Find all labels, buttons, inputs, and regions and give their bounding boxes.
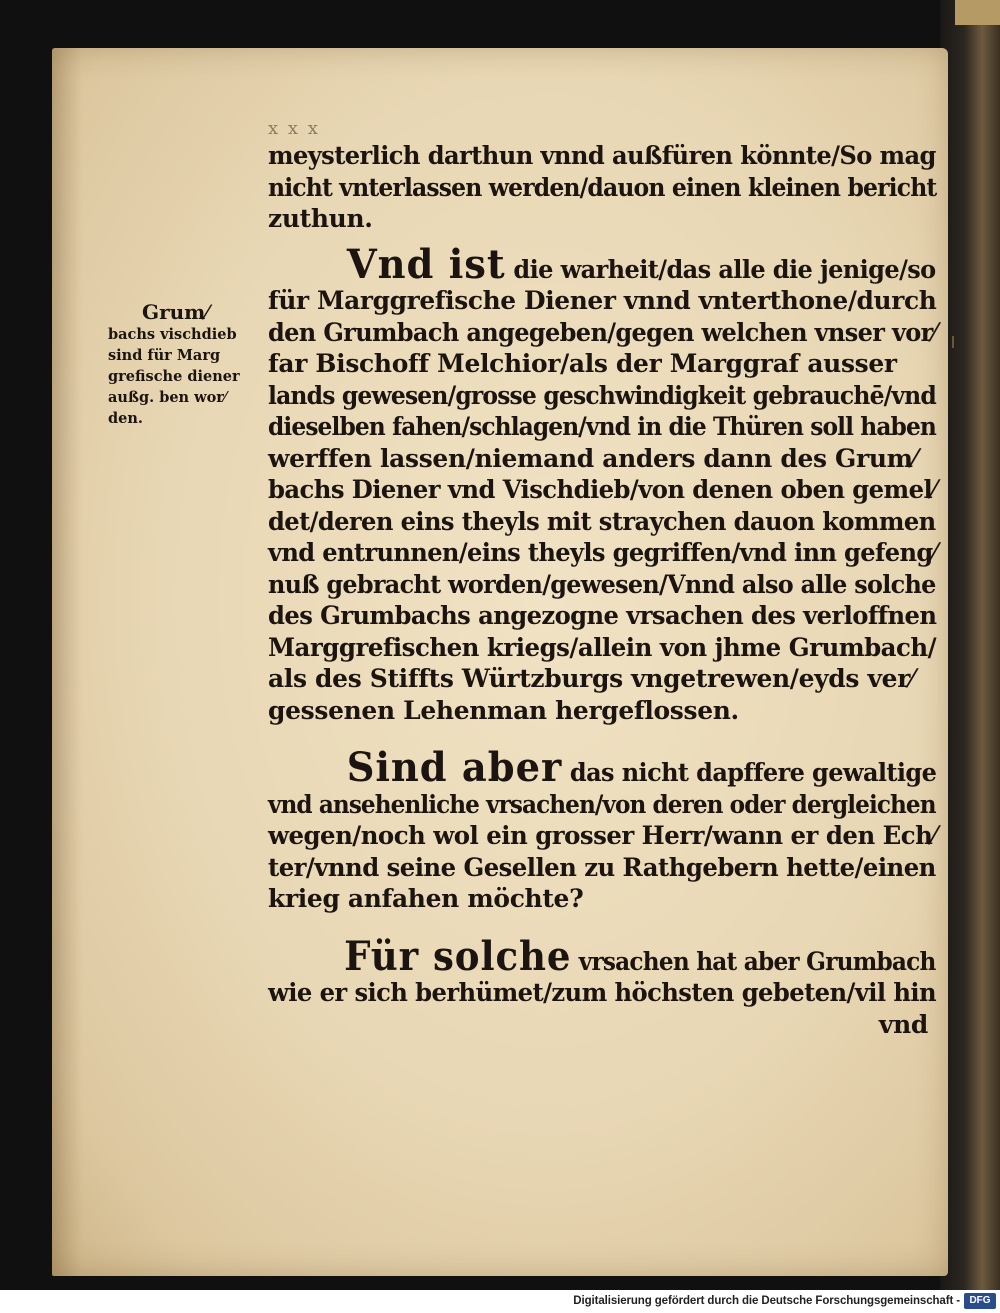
paragraph [268,932,938,1041]
text-line: vnd entrunnen/eins theyls gegriffen/vnd inn gefeng⁄ [268,538,936,567]
text-line-rest: vrsachen hat aber Grumbach [578,946,936,976]
margin-note-line: grefische diener [108,368,240,385]
text-line: zuthun. [268,204,373,233]
text-line [268,744,937,791]
dfg-logo-icon: DFG [964,1293,996,1309]
book-edge-highlight [955,0,1000,25]
text-line: krieg anfahen möchte? [268,884,584,913]
text-line [268,932,936,980]
paragraph-initial: Vnd ist [346,240,506,288]
text-line: des Grumbachs angezogne vrsachen des verloffnen [268,601,937,630]
text-line: den Grumbach angegeben/gegen welchen vnser vor⁄ [268,317,937,347]
text-line: wie er sich berhümet/zum höchsten gebeten/vil hin [268,978,937,1007]
paragraph [268,744,938,915]
text-line: Marggrefischen kriegs/allein von jhme Grumbach/ [268,632,937,662]
text-line: als des Stiffts Würtzburgs vngetrewen/eyds ver⁄ [268,664,914,693]
text-line [268,240,936,288]
gutter-shadow [52,48,82,1276]
margin-note-line: den. [108,410,143,427]
text-line: meysterlich darthun vnnd außfüren könnte/So mag [268,141,936,170]
book-edge [940,0,1000,1290]
text-line: bachs Diener vnd Vischdieb/von denen oben gemel⁄ [268,475,936,504]
text-line: werffen lassen/niemand anders dann des Grum⁄ [268,443,917,473]
paragraph [268,240,938,727]
margin-note-line: sind für Marg [108,347,221,364]
text-line: ter/vnnd seine Gesellen zu Rathgebern hette/einen [268,852,936,882]
main-text [268,140,938,1040]
text-line: dieselben fahen/schlagen/vnd in die Thüren soll haben [268,412,936,441]
text-line: gessenen Lehenman hergeflossen. [268,695,739,725]
text-line: wegen/noch wol ein grosser Herr/wann er den Ech⁄ [268,821,936,850]
margin-note-line: außg. ben wor⁄ [108,389,227,406]
catchword: vnd [878,1009,929,1039]
margin-note-line: bachs vischdieb [108,326,237,343]
text-line-rest: das nicht dapffere gewaltige [569,758,937,787]
text-line: nicht vnterlassen werden/dauon einen kleinen bericht [268,172,937,202]
text-line: lands gewesen/grosse geschwindigkeit gebrauchē/vnd [268,380,936,410]
text-line: det/deren eins theyls mit straychen dauon kommen [268,506,936,536]
paragraph-initial: Sind aber [346,744,563,791]
text-line: far Bischoff Melchior/als der Marggraf ausser [268,349,897,378]
text-line: nuß gebracht worden/gewesen/Vnnd also alle solche [268,569,936,599]
paragraph [268,140,938,235]
paragraph-initial: Für solche [344,932,572,980]
funding-credit: Digitalisierung gefördert durch die Deutsche Forschungsgemeinschaft - [573,1295,960,1307]
margin-note [108,300,268,429]
text-line-rest: die warheit/das alle die jenige/so [513,254,936,284]
margin-note-line: Grum⁄ [142,300,209,324]
text-line: vnd ansehenliche vrsachen/von deren oder dergleichen [268,789,936,819]
margin-tick-mark [952,336,954,348]
text-line: für Marggrefische Diener vnnd vnterthone/durch [268,286,937,315]
signature-mark: x x x [268,118,320,139]
footer-bar [0,1290,1000,1313]
